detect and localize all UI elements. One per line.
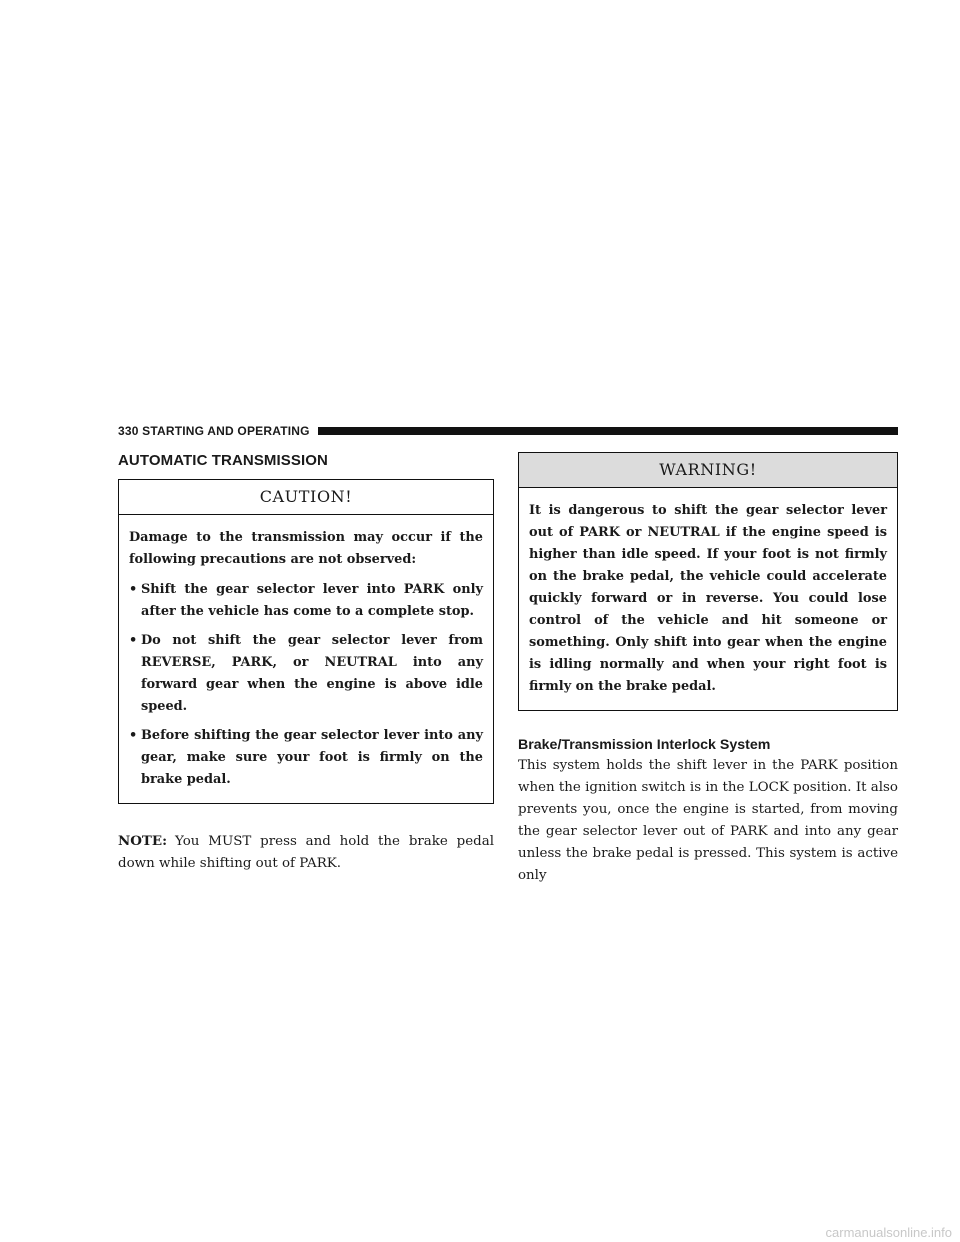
caution-bullet-text: Before shifting the gear selector lever into any gear, make sure your foot is firmly on the brake pedal. — [141, 728, 483, 787]
body-paragraph: This system holds the shift lever in the PARK position when the ignition switch is in the LOCK position. It also prevents you, once the engine is started, from moving the gear selector lever out of PARK and into any gear unless the brake pedal is pressed. This system is active only — [518, 758, 898, 883]
warning-text: It is dangerous to shift the gear selector lever out of PARK or NEUTRAL if the engine speed is higher than idle speed. If your foot is not firmly on the brake pedal, the vehicle could accelerate quickly forward or in reverse. You could lose control of the vehicle and hit someone or something. Only shift into gear when the engine is idling normally and when your right foot is firmly on the brake pedal. — [529, 503, 887, 694]
left-column — [118, 452, 494, 875]
caution-bullet-text: Shift the gear selector lever into PARK only after the vehicle has come to a complete stop. — [141, 582, 483, 619]
caution-body — [119, 515, 493, 803]
right-column — [518, 452, 898, 887]
note-label: NOTE: — [118, 833, 168, 849]
bullet-icon: • — [129, 582, 138, 597]
note-text: You MUST press and hold the brake pedal down while shifting out of PARK. — [118, 834, 494, 871]
caution-list — [129, 579, 483, 791]
list-item — [129, 630, 483, 718]
page-header — [118, 422, 898, 440]
header-rule — [318, 427, 898, 435]
bullet-icon: • — [129, 728, 138, 743]
warning-heading: WARNING! — [519, 453, 897, 488]
caution-heading: CAUTION! — [119, 480, 493, 515]
bullet-icon: • — [129, 633, 138, 648]
warning-body — [519, 488, 897, 710]
list-item — [129, 579, 483, 623]
warning-box — [518, 452, 898, 711]
page-label: 330 STARTING AND OPERATING — [118, 424, 310, 438]
note-paragraph — [118, 830, 494, 875]
watermark-text: carmanualsonline.info — [825, 1225, 952, 1240]
caution-intro: Damage to the transmission may occur if the following precautions are not observed: — [129, 530, 483, 567]
subsection-title: Brake/Transmission Interlock System — [518, 737, 771, 753]
caution-box — [118, 479, 494, 804]
section-title: AUTOMATIC TRANSMISSION — [118, 452, 328, 469]
caution-bullet-text: Do not shift the gear selector lever from REVERSE, PARK, or NEUTRAL into any forward gear when the engine is above idle speed. — [141, 633, 483, 714]
list-item — [129, 725, 483, 791]
